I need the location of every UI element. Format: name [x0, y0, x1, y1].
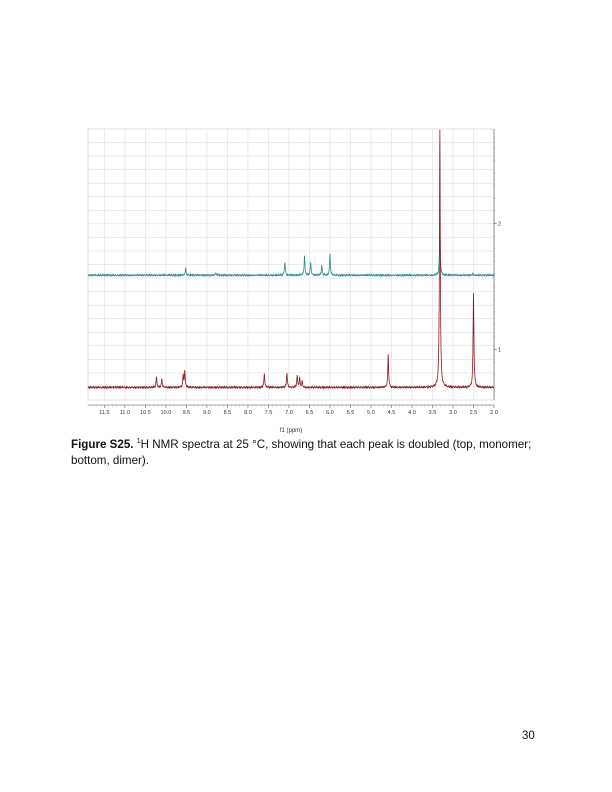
x-tick-label: 6.5: [305, 410, 314, 416]
x-tick-label: 2.5: [469, 410, 478, 416]
x-tick-label: 8.0: [244, 410, 252, 416]
figure-label: Figure S25.: [71, 438, 134, 451]
x-tick-label: 11.0: [119, 410, 131, 416]
spectrum-dimer: [88, 130, 494, 389]
x-tick-label: 7.5: [264, 410, 273, 416]
x-tick-label: 7.0: [285, 410, 293, 416]
chart-series: [88, 130, 494, 389]
x-tick-label: 6.0: [326, 410, 334, 416]
x-axis-label: f1 (ppm): [279, 428, 303, 434]
x-tick-label: 11.5: [99, 410, 110, 416]
x-tick-label: 2.0: [490, 410, 498, 416]
x-tick-label: 10.5: [140, 410, 151, 416]
chart-grid: [88, 129, 494, 400]
x-tick-label: 4.0: [408, 410, 416, 416]
x-tick-label: 9.0: [203, 410, 211, 416]
x-tick-label: 10.0: [160, 410, 172, 416]
x-tick-label: 4.5: [387, 410, 396, 416]
figure-caption: [71, 437, 551, 469]
y-tick-label: 2: [498, 221, 502, 228]
y-tick-label: 1: [498, 347, 502, 354]
x-tick-label: 5.5: [346, 410, 355, 416]
x-tick-label: 3.5: [428, 410, 437, 416]
page-number: 30: [522, 730, 535, 742]
x-tick-label: 8.5: [223, 410, 232, 416]
caption-superscript: 1: [136, 438, 141, 446]
x-tick-label: 9.5: [182, 410, 191, 416]
x-tick-label: 3.0: [449, 410, 457, 416]
x-tick-label: 5.0: [367, 410, 375, 416]
caption-text: H NMR spectra at 25 °C, showing that each peak is doubled (top, monomer; bottom, dimer).: [71, 438, 532, 467]
